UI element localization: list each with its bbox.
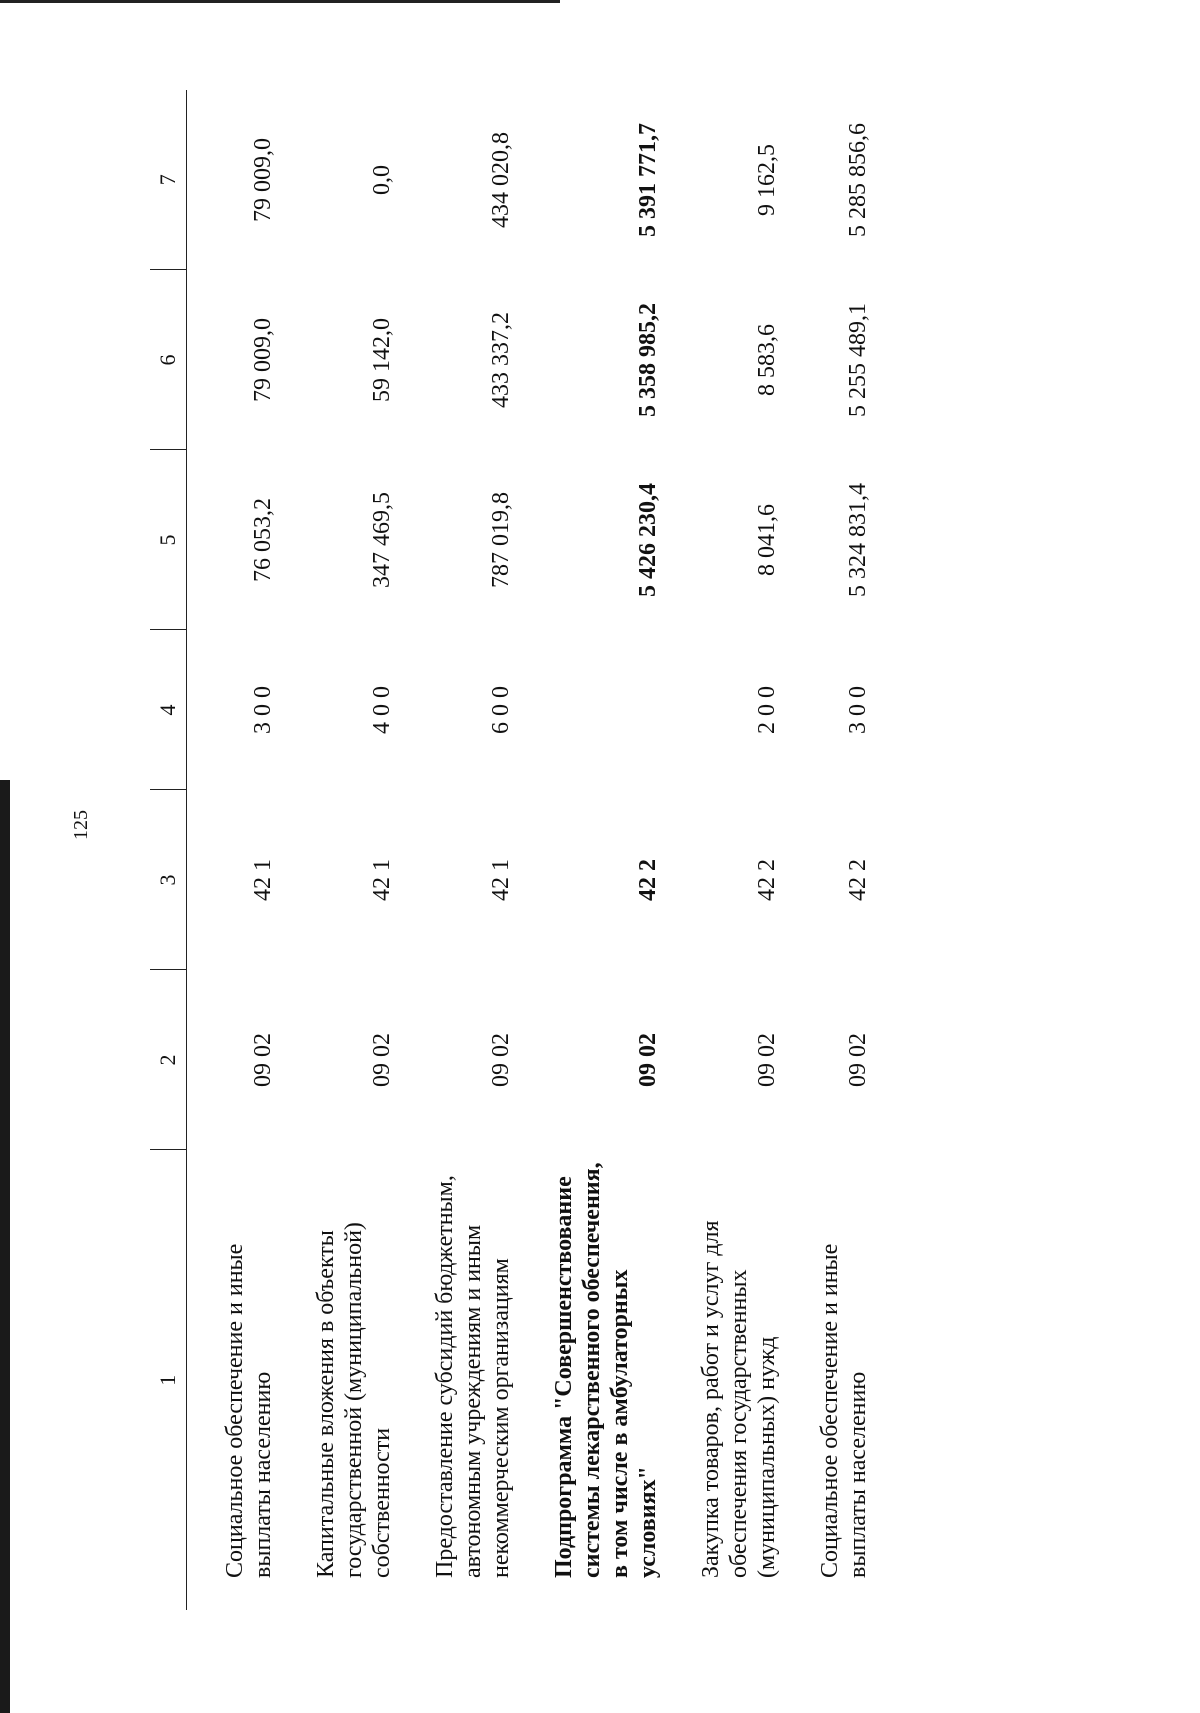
row-section: 09 02	[250, 1033, 277, 1087]
table-row	[782, 90, 873, 1610]
row-section: 09 02	[635, 1033, 662, 1087]
scan-edge-left	[0, 780, 10, 1713]
column-header-2: 2	[150, 970, 187, 1150]
table-header-row	[150, 90, 187, 1610]
row-col7: 434 020,8	[488, 132, 515, 228]
row-col5: 76 053,2	[250, 498, 277, 582]
row-type: 3 0 0	[845, 686, 871, 734]
row-col5: 5 426 230,4	[635, 483, 662, 597]
column-header-3: 3	[150, 790, 187, 970]
row-type: 4 0 0	[369, 686, 396, 734]
row-section: 09 02	[369, 1033, 396, 1087]
budget-table-container	[150, 90, 1050, 1610]
row-col7: 0,0	[369, 165, 396, 195]
row-section: 09 02	[488, 1033, 515, 1087]
table-row-subprogram	[516, 90, 663, 1610]
column-header-6: 6	[150, 270, 187, 450]
table-row	[663, 90, 782, 1610]
row-col6: 8 583,6	[754, 324, 781, 396]
row-program: 42 2	[635, 859, 662, 901]
row-program: 42 2	[754, 859, 781, 901]
row-section: 09 02	[754, 1033, 781, 1087]
row-type	[516, 630, 663, 790]
row-col7: 5 285 856,6	[845, 123, 871, 237]
table-row	[397, 90, 516, 1610]
row-program: 42 2	[845, 859, 871, 901]
page-number: 125	[70, 810, 92, 840]
row-col5: 8 041,6	[754, 504, 781, 576]
row-program: 42 1	[369, 859, 396, 901]
row-section: 09 02	[845, 1033, 871, 1087]
row-type: 3 0 0	[250, 686, 277, 734]
row-col7: 5 391 771,7	[635, 123, 662, 237]
row-col7: 79 009,0	[250, 138, 277, 222]
row-program: 42 1	[488, 859, 515, 901]
row-col5: 5 324 831,4	[845, 483, 871, 597]
row-name: Капитальные вложения в объекты государственной (муниципальной) собственности	[312, 1222, 396, 1578]
row-program: 42 1	[250, 859, 277, 901]
budget-table	[150, 90, 872, 1610]
column-header-5: 5	[150, 450, 187, 630]
row-name: Социальное обеспечение и иные выплаты населению	[816, 1243, 871, 1578]
row-name: Подпрограмма "Совершенствование системы лекарственного обеспечения, в том числе в амбулаторных условиях"	[550, 1162, 662, 1578]
column-header-4: 4	[150, 630, 187, 790]
column-header-1: 1	[150, 1150, 187, 1610]
row-col5: 787 019,8	[488, 492, 515, 588]
row-col6: 433 337,2	[488, 312, 515, 408]
row-col5: 347 469,5	[369, 492, 396, 588]
row-type: 2 0 0	[754, 686, 781, 734]
row-name: Социальное обеспечение и иные выплаты населению	[222, 1243, 277, 1578]
table-row	[278, 90, 397, 1610]
row-name: Закупка товаров, работ и услуг для обеспечения государственных (муниципальных) нужд	[697, 1220, 781, 1578]
table-row	[187, 90, 278, 1610]
column-header-7: 7	[150, 90, 187, 270]
row-col7: 9 162,5	[754, 144, 781, 216]
row-type: 6 0 0	[488, 686, 515, 734]
row-col6: 5 255 489,1	[845, 303, 871, 417]
row-col6: 79 009,0	[250, 318, 277, 402]
scan-edge-top	[0, 0, 560, 3]
row-col6: 59 142,0	[369, 318, 396, 402]
row-name: Предоставление субсидий бюджетным, автономным учреждениям и иным некоммерческим организациям	[431, 1175, 515, 1578]
row-col6: 5 358 985,2	[635, 303, 662, 417]
